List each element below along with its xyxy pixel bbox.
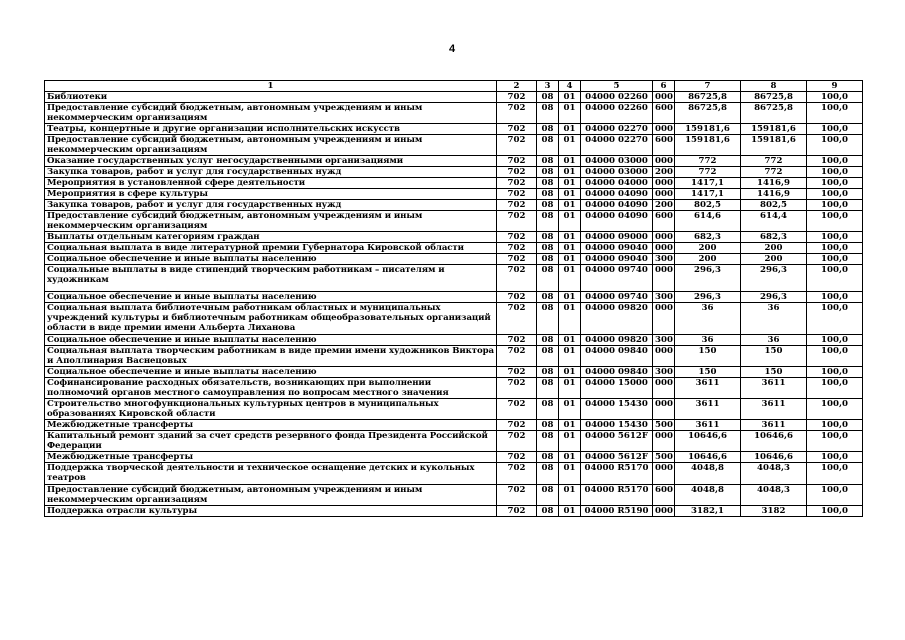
section-code: 08 [537,156,559,167]
percent-executed: 100,0 [807,211,863,232]
expense-type: 000 [653,189,675,200]
row-name: Межбюджетные трансферты [45,420,497,431]
table-row [45,103,863,124]
expense-type: 000 [653,346,675,367]
percent-executed: 100,0 [807,399,863,420]
expense-type: 000 [653,463,675,485]
target-article: 04000 04090 [581,189,653,200]
target-article: 04000 15430 [581,420,653,431]
row-name: Мероприятия в сфере культуры [45,189,497,200]
section-code: 08 [537,367,559,378]
plan-amount: 150 [675,367,741,378]
target-article: 04000 09840 [581,367,653,378]
table-row [45,92,863,103]
percent-executed: 100,0 [807,506,863,517]
plan-amount: 772 [675,156,741,167]
expense-type: 300 [653,254,675,265]
actual-amount: 200 [741,243,807,254]
actual-amount: 3611 [741,420,807,431]
expense-type: 000 [653,378,675,399]
budget-code: 702 [497,431,537,452]
expense-type: 000 [653,303,675,335]
budget-code: 702 [497,254,537,265]
table-row [45,200,863,211]
table-row [45,232,863,243]
table-row [45,378,863,399]
table-row [45,211,863,232]
subsection-code: 01 [559,399,581,420]
percent-executed: 100,0 [807,346,863,367]
row-name: Социальная выплата творческим работникам в виде премии имени художников Виктора и Аполлинария Васнецовых [45,346,497,367]
expense-type: 000 [653,178,675,189]
plan-amount: 614,6 [675,211,741,232]
subsection-code: 01 [559,485,581,506]
section-code: 08 [537,378,559,399]
table-row [45,124,863,135]
row-name: Выплаты отдельным категориям граждан [45,232,497,243]
actual-amount: 772 [741,167,807,178]
table-row [45,189,863,200]
row-name: Поддержка творческой деятельности и техническое оснащение детских и кукольных театров [45,463,497,485]
expense-type: 500 [653,420,675,431]
subsection-code: 01 [559,463,581,485]
target-article: 04000 09820 [581,303,653,335]
plan-amount: 200 [675,243,741,254]
expense-type: 000 [653,399,675,420]
plan-amount: 682,3 [675,232,741,243]
target-article: 04000 04090 [581,200,653,211]
row-name: Мероприятия в установленной сфере деятельности [45,178,497,189]
subsection-code: 01 [559,265,581,292]
target-article: 04000 04090 [581,211,653,232]
plan-amount: 802,5 [675,200,741,211]
expense-type: 600 [653,103,675,124]
header-cell: 7 [675,81,741,92]
subsection-code: 01 [559,124,581,135]
expense-type: 000 [653,431,675,452]
percent-executed: 100,0 [807,378,863,399]
expense-type: 000 [653,92,675,103]
percent-executed: 100,0 [807,243,863,254]
percent-executed: 100,0 [807,178,863,189]
target-article: 04000 02270 [581,124,653,135]
row-name: Предоставление субсидий бюджетным, автономным учреждениям и иным некоммерческим организациям [45,103,497,124]
plan-amount: 10646,6 [675,452,741,463]
actual-amount: 159181,6 [741,135,807,156]
percent-executed: 100,0 [807,124,863,135]
section-code: 08 [537,292,559,303]
section-code: 08 [537,189,559,200]
percent-executed: 100,0 [807,485,863,506]
target-article: 04000 5612F [581,431,653,452]
target-article: 04000 02260 [581,92,653,103]
section-code: 08 [537,346,559,367]
percent-executed: 100,0 [807,92,863,103]
section-code: 08 [537,420,559,431]
row-name: Межбюджетные трансферты [45,452,497,463]
section-code: 08 [537,431,559,452]
subsection-code: 01 [559,232,581,243]
subsection-code: 01 [559,378,581,399]
target-article: 04000 09040 [581,243,653,254]
subsection-code: 01 [559,135,581,156]
budget-code: 702 [497,156,537,167]
expense-type: 600 [653,135,675,156]
header-cell: 9 [807,81,863,92]
plan-amount: 1417,1 [675,189,741,200]
percent-executed: 100,0 [807,135,863,156]
actual-amount: 86725,8 [741,103,807,124]
budget-code: 702 [497,335,537,346]
table-row [45,463,863,485]
section-code: 08 [537,452,559,463]
actual-amount: 36 [741,335,807,346]
header-cell: 3 [537,81,559,92]
budget-code: 702 [497,200,537,211]
target-article: 04000 5612F [581,452,653,463]
plan-amount: 200 [675,254,741,265]
percent-executed: 100,0 [807,367,863,378]
table-row [45,485,863,506]
row-name: Закупка товаров, работ и услуг для государственных нужд [45,167,497,178]
table-row [45,265,863,292]
row-name: Социальные выплаты в виде стипендий творческим работникам – писателям и художникам [45,265,497,292]
expense-type: 300 [653,367,675,378]
plan-amount: 10646,6 [675,431,741,452]
actual-amount: 614,4 [741,211,807,232]
subsection-code: 01 [559,346,581,367]
section-code: 08 [537,303,559,335]
subsection-code: 01 [559,303,581,335]
plan-amount: 86725,8 [675,92,741,103]
target-article: 04000 R5170 [581,485,653,506]
table-row [45,399,863,420]
actual-amount: 4048,3 [741,485,807,506]
section-code: 08 [537,124,559,135]
actual-amount: 10646,6 [741,431,807,452]
section-code: 08 [537,135,559,156]
section-code: 08 [537,167,559,178]
percent-executed: 100,0 [807,103,863,124]
plan-amount: 36 [675,303,741,335]
budget-code: 702 [497,211,537,232]
plan-amount: 86725,8 [675,103,741,124]
percent-executed: 100,0 [807,452,863,463]
row-name: Социальное обеспечение и иные выплаты населению [45,367,497,378]
actual-amount: 3182 [741,506,807,517]
percent-executed: 100,0 [807,200,863,211]
row-name: Библиотеки [45,92,497,103]
subsection-code: 01 [559,452,581,463]
subsection-code: 01 [559,243,581,254]
budget-code: 702 [497,452,537,463]
table-row [45,292,863,303]
budget-code: 702 [497,346,537,367]
section-code: 08 [537,254,559,265]
percent-executed: 100,0 [807,156,863,167]
section-code: 08 [537,200,559,211]
plan-amount: 4048,8 [675,485,741,506]
plan-amount: 150 [675,346,741,367]
percent-executed: 100,0 [807,189,863,200]
actual-amount: 296,3 [741,265,807,292]
row-name: Социальное обеспечение и иные выплаты населению [45,254,497,265]
table-row [45,167,863,178]
target-article: 04000 15430 [581,399,653,420]
budget-code: 702 [497,189,537,200]
percent-executed: 100,0 [807,335,863,346]
budget-code: 702 [497,378,537,399]
actual-amount: 1416,9 [741,189,807,200]
row-name: Социальная выплата в виде литературной премии Губернатора Кировской области [45,243,497,254]
actual-amount: 802,5 [741,200,807,211]
budget-code: 702 [497,367,537,378]
budget-code: 702 [497,265,537,292]
budget-table [44,80,863,517]
actual-amount: 150 [741,367,807,378]
expense-type: 300 [653,335,675,346]
header-cell: 1 [45,81,497,92]
actual-amount: 200 [741,254,807,265]
target-article: 04000 04000 [581,178,653,189]
expense-type: 200 [653,200,675,211]
plan-amount: 296,3 [675,265,741,292]
table-row [45,420,863,431]
percent-executed: 100,0 [807,303,863,335]
expense-type: 000 [653,506,675,517]
row-name: Предоставление субсидий бюджетным, автономным учреждениям и иным некоммерческим организациям [45,211,497,232]
plan-amount: 3611 [675,420,741,431]
budget-code: 702 [497,463,537,485]
actual-amount: 36 [741,303,807,335]
budget-code: 702 [497,485,537,506]
budget-code: 702 [497,178,537,189]
actual-amount: 86725,8 [741,92,807,103]
expense-type: 300 [653,292,675,303]
plan-amount: 3611 [675,378,741,399]
row-name: Софинансирование расходных обязательств, возникающих при выполнении полномочий органов местного самоуправления по вопросам местного значения [45,378,497,399]
percent-executed: 100,0 [807,292,863,303]
row-name: Поддержка отрасли культуры [45,506,497,517]
actual-amount: 4048,3 [741,463,807,485]
plan-amount: 772 [675,167,741,178]
expense-type: 000 [653,156,675,167]
table-row [45,431,863,452]
target-article: 04000 02260 [581,103,653,124]
table-row [45,135,863,156]
budget-code: 702 [497,292,537,303]
actual-amount: 682,3 [741,232,807,243]
target-article: 04000 15000 [581,378,653,399]
percent-executed: 100,0 [807,232,863,243]
expense-type: 500 [653,452,675,463]
plan-amount: 159181,6 [675,124,741,135]
actual-amount: 159181,6 [741,124,807,135]
budget-code: 702 [497,506,537,517]
plan-amount: 3611 [675,399,741,420]
target-article: 04000 09820 [581,335,653,346]
subsection-code: 01 [559,211,581,232]
plan-amount: 159181,6 [675,135,741,156]
section-code: 08 [537,232,559,243]
actual-amount: 1416,9 [741,178,807,189]
budget-code: 702 [497,124,537,135]
table-row [45,254,863,265]
actual-amount: 3611 [741,399,807,420]
budget-code: 702 [497,303,537,335]
section-code: 08 [537,103,559,124]
target-article: 04000 09740 [581,292,653,303]
subsection-code: 01 [559,92,581,103]
actual-amount: 772 [741,156,807,167]
subsection-code: 01 [559,506,581,517]
table-row [45,452,863,463]
target-article: 04000 09000 [581,232,653,243]
section-code: 08 [537,485,559,506]
row-name: Закупка товаров, работ и услуг для государственных нужд [45,200,497,211]
budget-code: 702 [497,167,537,178]
section-code: 08 [537,178,559,189]
actual-amount: 10646,6 [741,452,807,463]
expense-type: 000 [653,232,675,243]
target-article: 04000 R5190 [581,506,653,517]
subsection-code: 01 [559,200,581,211]
budget-code: 702 [497,420,537,431]
subsection-code: 01 [559,292,581,303]
section-code: 08 [537,265,559,292]
row-name: Социальное обеспечение и иные выплаты населению [45,335,497,346]
target-article: 04000 09840 [581,346,653,367]
subsection-code: 01 [559,167,581,178]
expense-type: 600 [653,485,675,506]
expense-type: 000 [653,124,675,135]
target-article: 04000 R5170 [581,463,653,485]
section-code: 08 [537,92,559,103]
section-code: 08 [537,243,559,254]
subsection-code: 01 [559,254,581,265]
expense-type: 200 [653,167,675,178]
row-name: Театры, концертные и другие организации исполнительских искусств [45,124,497,135]
subsection-code: 01 [559,431,581,452]
header-cell: 4 [559,81,581,92]
target-article: 04000 02270 [581,135,653,156]
row-name: Социальное обеспечение и иные выплаты населению [45,292,497,303]
actual-amount: 296,3 [741,292,807,303]
section-code: 08 [537,463,559,485]
table-row [45,303,863,335]
expense-type: 000 [653,265,675,292]
target-article: 04000 03000 [581,156,653,167]
row-name: Социальная выплата библиотечным работникам областных и муниципальных учреждений культуры и библиотечным работникам общеобразовательных организаций области в виде премии имени Альберта Лиханова [45,303,497,335]
expense-type: 000 [653,243,675,254]
header-cell: 6 [653,81,675,92]
target-article: 04000 03000 [581,167,653,178]
row-name: Строительство многофункциональных культурных центров в муниципальных образованиях Кировской области [45,399,497,420]
subsection-code: 01 [559,335,581,346]
row-name: Капитальный ремонт зданий за счет средств резервного фонда Президента Российской Федерации [45,431,497,452]
percent-executed: 100,0 [807,167,863,178]
budget-code: 702 [497,232,537,243]
row-name: Предоставление субсидий бюджетным, автономным учреждениям и иным некоммерческим организациям [45,485,497,506]
table-row [45,346,863,367]
subsection-code: 01 [559,103,581,124]
header-cell: 8 [741,81,807,92]
budget-code: 702 [497,399,537,420]
section-code: 08 [537,335,559,346]
subsection-code: 01 [559,156,581,167]
target-article: 04000 09040 [581,254,653,265]
percent-executed: 100,0 [807,420,863,431]
table-row [45,156,863,167]
subsection-code: 01 [559,420,581,431]
subsection-code: 01 [559,189,581,200]
budget-code: 702 [497,92,537,103]
plan-amount: 3182,1 [675,506,741,517]
subsection-code: 01 [559,367,581,378]
page-number: 4 [449,43,456,55]
header-row [45,81,863,92]
plan-amount: 4048,8 [675,463,741,485]
plan-amount: 296,3 [675,292,741,303]
header-cell: 5 [581,81,653,92]
table-row [45,367,863,378]
budget-code: 702 [497,243,537,254]
plan-amount: 1417,1 [675,178,741,189]
table-row [45,335,863,346]
expense-type: 600 [653,211,675,232]
percent-executed: 100,0 [807,254,863,265]
target-article: 04000 09740 [581,265,653,292]
table-row [45,506,863,517]
actual-amount: 3611 [741,378,807,399]
section-code: 08 [537,211,559,232]
table-row [45,178,863,189]
actual-amount: 150 [741,346,807,367]
percent-executed: 100,0 [807,265,863,292]
row-name: Оказание государственных услуг негосударственными организациями [45,156,497,167]
budget-code: 702 [497,103,537,124]
header-cell: 2 [497,81,537,92]
section-code: 08 [537,506,559,517]
table-row [45,243,863,254]
section-code: 08 [537,399,559,420]
plan-amount: 36 [675,335,741,346]
percent-executed: 100,0 [807,463,863,485]
budget-code: 702 [497,135,537,156]
row-name: Предоставление субсидий бюджетным, автономным учреждениям и иным некоммерческим организациям [45,135,497,156]
percent-executed: 100,0 [807,431,863,452]
subsection-code: 01 [559,178,581,189]
